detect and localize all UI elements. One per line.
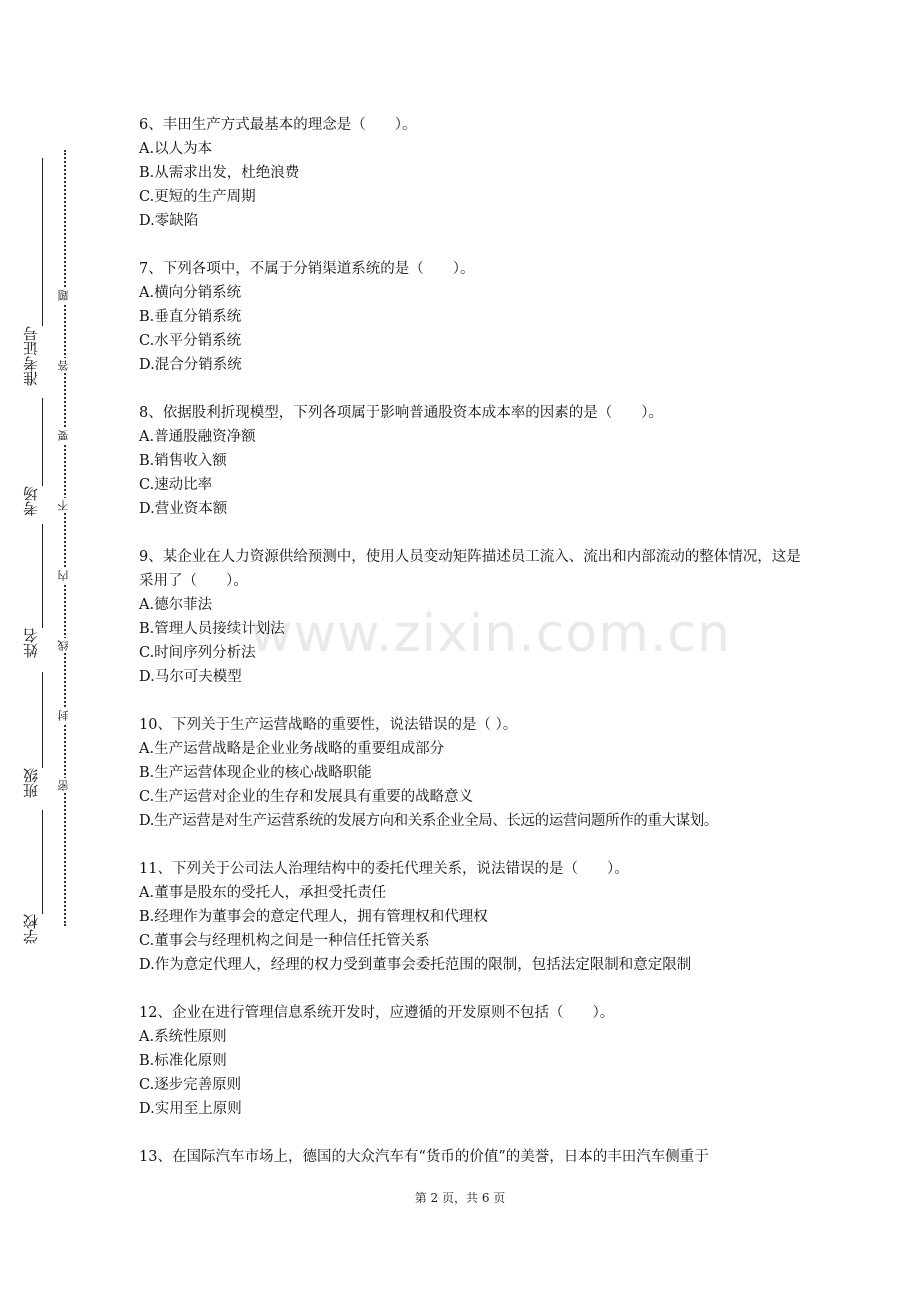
field-underline: [42, 398, 43, 486]
field-label: 准考证号: [22, 326, 40, 386]
option-b: B.销售收入额: [139, 453, 227, 469]
question-8: [139, 401, 809, 521]
option-b: B.管理人员接续计划法: [139, 621, 285, 637]
question-stem: 6、丰田生产方式最基本的理念是（ ）。: [139, 117, 417, 133]
seal-char: 密: [57, 780, 70, 791]
field-label: 考场: [22, 486, 40, 516]
question-stem: 9、某企业在人力资源供给预测中，使用人员变动矩阵描述员工流入、流出和内部流动的整体情况，这是采用了（ ）。: [139, 549, 801, 589]
field-exam-room: [14, 398, 48, 524]
option-d: D.生产运营是对生产运营系统的发展方向和关系企业全局、长远的运营问题所作的重大谋划。: [139, 813, 718, 829]
option-c: C.董事会与经理机构之间是一种信任托管关系: [139, 933, 430, 949]
field-underline: [42, 524, 43, 628]
option-b: B.生产运营体现企业的核心战略职能: [139, 765, 372, 781]
field-underline: [42, 672, 43, 768]
option-d: D.实用至上原则: [139, 1101, 242, 1117]
option-d: D.混合分销系统: [139, 357, 242, 373]
option-a: A.董事是股东的受托人，承担受托责任: [139, 885, 387, 901]
question-11: [139, 857, 809, 977]
question-12: [139, 1001, 809, 1121]
option-c: C.时间序列分析法: [139, 645, 256, 661]
binding-margin: [14, 158, 48, 952]
option-a: A.德尔菲法: [139, 597, 213, 613]
seal-dotted-line: [64, 150, 66, 926]
option-d: D.作为意定代理人，经理的权力受到董事会委托范围的限制，包括法定限制和意定限制: [139, 957, 692, 973]
field-school: [14, 810, 48, 952]
seal-char: 要: [57, 430, 70, 441]
seal-char: 封: [57, 710, 70, 721]
field-name: [14, 524, 48, 672]
field-label: 班级: [22, 768, 40, 798]
option-d: D.营业资本额: [139, 501, 228, 517]
option-c: C.速动比率: [139, 477, 213, 493]
field-class: [14, 672, 48, 810]
option-a: A.普通股融资净额: [139, 429, 256, 445]
seal-char: 答: [57, 360, 70, 371]
question-stem: 10、下列关于生产运营战略的重要性，说法错误的是（ ）。: [139, 717, 518, 733]
seal-char: 线: [57, 640, 70, 651]
option-d: D.零缺陷: [139, 213, 199, 229]
question-stem: 12、企业在进行管理信息系统开发时，应遵循的开发原则不包括（ ）。: [139, 1005, 615, 1021]
option-c: C.水平分销系统: [139, 333, 242, 349]
seal-char: 题: [57, 290, 70, 301]
option-c: C.生产运营对企业的生存和发展具有重要的战略意义: [139, 789, 474, 805]
question-stem: 8、依据股利折现模型，下列各项属于影响普通股资本成本率的因素的是（ ）。: [139, 405, 663, 421]
page-number: 第 2 页，共 6 页: [414, 1191, 506, 1205]
option-a: A.生产运营战略是企业业务战略的重要组成部分: [139, 741, 445, 757]
question-10: [139, 713, 809, 833]
question-9: [139, 545, 809, 689]
field-exam-number: [14, 158, 48, 398]
option-a: A.以人为本: [139, 141, 213, 157]
option-b: B.标准化原则: [139, 1053, 227, 1069]
seal-char: 不: [57, 500, 70, 511]
option-a: A.横向分销系统: [139, 285, 242, 301]
question-7: [139, 257, 809, 377]
option-c: C.逐步完善原则: [139, 1077, 242, 1093]
question-stem: 13、在国际汽车市场上，德国的大众汽车有“货币的价值”的美誉，日本的丰田汽车侧重于: [139, 1149, 709, 1165]
question-13: [139, 1145, 809, 1169]
question-stem: 11、下列关于公司法人治理结构中的委托代理关系，说法错误的是（ ）。: [139, 861, 629, 877]
option-b: B.经理作为董事会的意定代理人，拥有管理权和代理权: [139, 909, 488, 925]
field-label: 姓名: [22, 628, 40, 658]
field-label: 学校: [22, 914, 40, 944]
option-d: D.马尔可夫模型: [139, 669, 242, 685]
option-b: B.从需求出发，杜绝浪费: [139, 165, 300, 181]
option-b: B.垂直分销系统: [139, 309, 242, 325]
question-6: [139, 113, 809, 233]
field-underline: [42, 158, 43, 326]
question-stem: 7、下列各项中，不属于分销渠道系统的是（ ）。: [139, 261, 475, 277]
question-list: [139, 113, 809, 1193]
option-c: C.更短的生产周期: [139, 189, 256, 205]
option-a: A.系统性原则: [139, 1029, 227, 1045]
watermark: www.zixin.com.cn: [250, 604, 731, 664]
field-underline: [42, 810, 43, 914]
seal-char: 内: [57, 570, 70, 581]
